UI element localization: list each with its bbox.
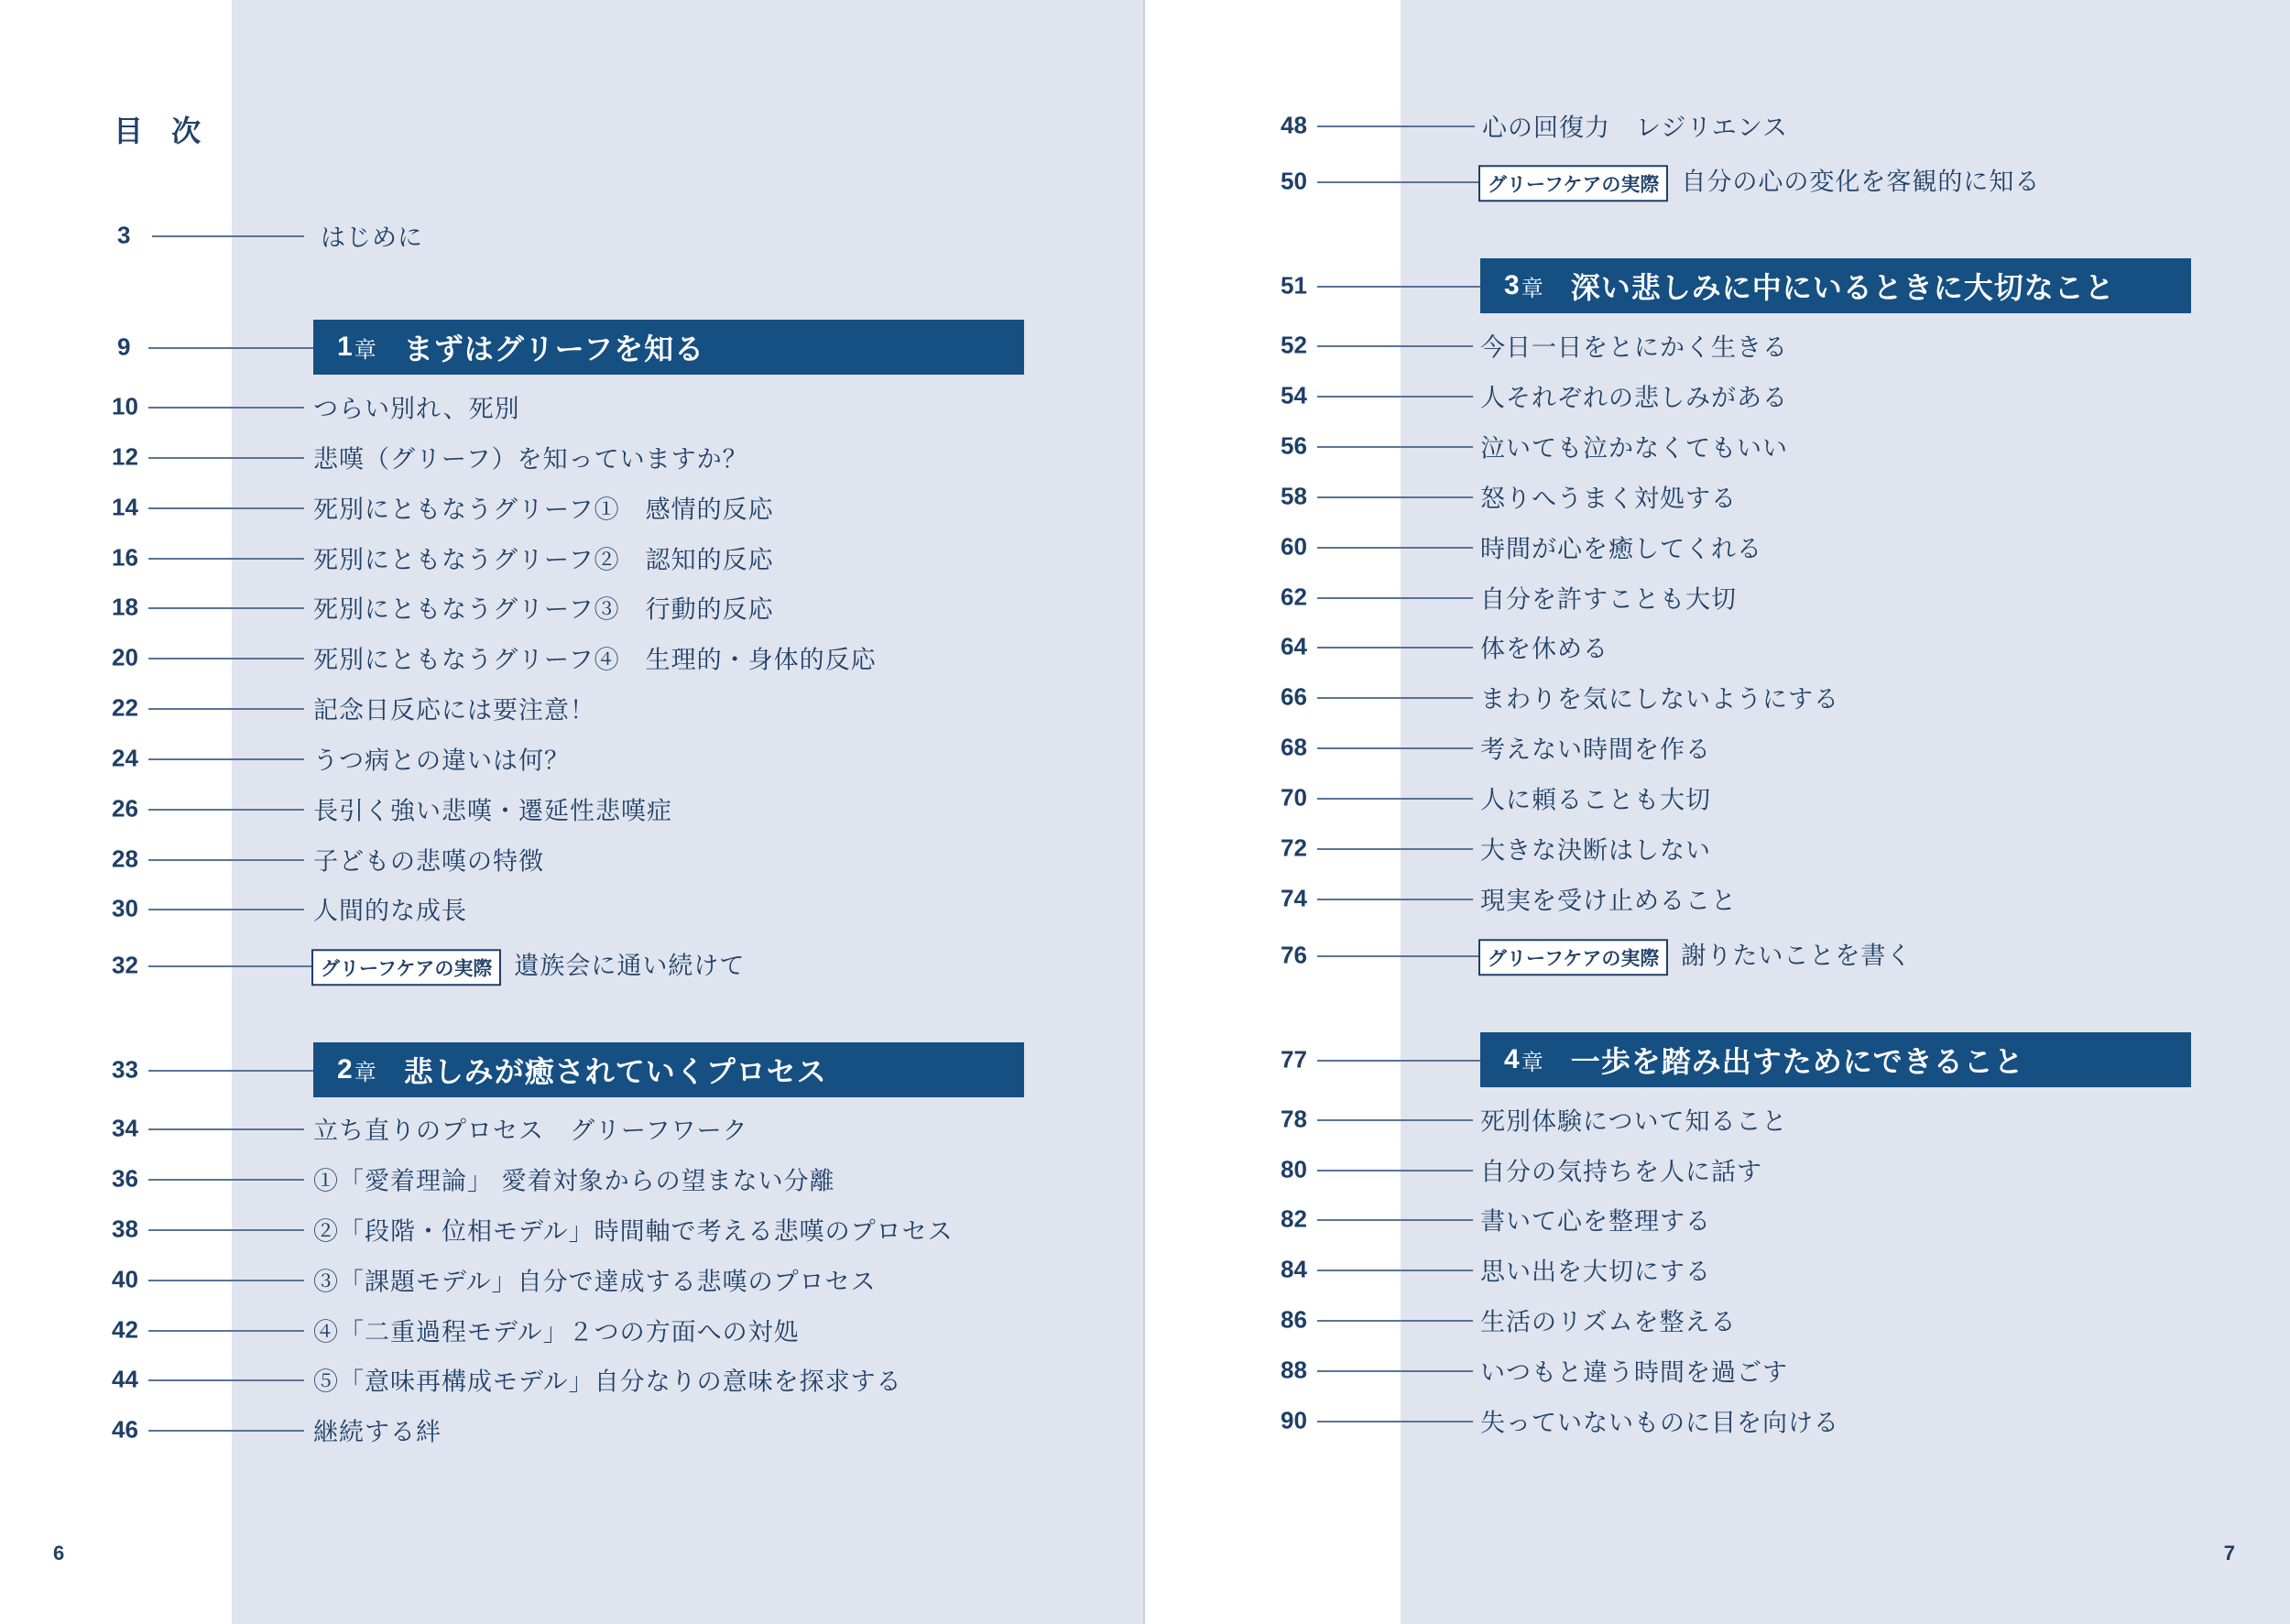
practice-tag: グリーフケアの実際 [311,949,501,986]
entry-page-number: 44 [112,1365,138,1393]
toc-entry[interactable] [1145,103,2290,148]
leader-line [1317,747,1473,749]
leader-line [1317,1060,1480,1062]
leader-line [148,1330,304,1332]
toc-entry[interactable] [0,1156,1145,1202]
toc-entry[interactable] [0,384,1145,430]
toc-entry[interactable] [1145,1096,2290,1142]
entry-title: 怒りへうまく対処する [1480,485,1737,514]
entry-page-number: 34 [112,1114,138,1142]
chapter-label: 章 [354,1059,376,1085]
entry-page-number: 64 [1281,632,1307,660]
leader-line [1317,286,1480,288]
leader-line [1317,1421,1473,1422]
toc-entry[interactable] [0,836,1145,882]
entry-title: 立ち直りのプロセス グリーフワーク [313,1117,748,1146]
chapter-label: 章 [1521,1049,1543,1075]
practice-tag: グリーフケアの実際 [1478,165,1668,202]
leader-line [1317,396,1473,398]
toc-entry[interactable] [0,584,1145,630]
entry-page-number: 3 [117,221,131,249]
entry-page-number: 10 [112,392,138,420]
entry-title: 悲嘆（グリーフ）を知っていますか？ [313,445,748,474]
leader-line [1317,597,1473,599]
entry-title: つらい別れ、死別 [313,395,520,424]
toc-entry[interactable] [0,1257,1145,1302]
entry-page-number: 60 [1281,532,1307,561]
toc-chapter-entry[interactable] [1145,1037,2290,1083]
toc-entry[interactable] [1145,1347,2290,1393]
chapter-title: 一歩を踏み出すためにできること [1570,1044,2024,1079]
chapter-number: 4 [1504,1044,1520,1074]
entry-title: ⑤「意味再構成モデル」自分なりの意味を探求する [313,1368,902,1397]
entry-page-number: 24 [112,744,138,772]
entry-title [1478,935,1912,975]
chapter-heading-bar [1480,1032,2191,1087]
entry-title: ④「二重過程モデル」２つの方面への対処 [313,1318,800,1347]
entry-title: うつ病との違いは何？ [313,747,570,776]
leader-line [1317,899,1473,900]
toc-entry[interactable] [1145,1297,2290,1343]
chapter-title: 深い悲しみに中にいるときに大切なこと [1570,270,2115,305]
entry-page-number: 82 [1281,1204,1307,1233]
entry-page-number: 77 [1281,1045,1307,1074]
entry-page-number: 40 [112,1265,138,1293]
entry-title-text: 謝りたいことを書く [1681,942,1913,971]
entry-page-number: 28 [112,845,138,873]
toc-entry[interactable] [0,485,1145,530]
leader-line [1317,446,1473,448]
toc-chapter-entry[interactable] [0,1047,1145,1093]
toc-entry[interactable] [1145,674,2290,720]
entry-page-number: 14 [112,493,138,521]
toc-entry[interactable] [1145,1147,2290,1193]
entry-page-number: 50 [1281,167,1307,195]
leader-line [148,1280,304,1281]
entry-page-number: 56 [1281,431,1307,460]
entry-page-number: 88 [1281,1356,1307,1384]
leader-line [1317,125,1475,127]
chapter-label: 章 [354,336,376,363]
entry-page-number: 22 [112,693,138,722]
leader-line [148,1128,304,1130]
entry-page-number: 36 [112,1164,138,1193]
entry-page-number: 90 [1281,1406,1307,1434]
leader-line [148,1070,313,1072]
leader-line [148,965,313,967]
leader-line [148,457,304,459]
entry-page-number: 26 [112,794,138,823]
book-gutter [1143,0,1145,1624]
entry-page-number: 72 [1281,834,1307,862]
entry-title: 自分を許すことも大切 [1480,585,1737,615]
entry-page-number: 78 [1281,1105,1307,1133]
entry-title: 思い出を大切にする [1480,1258,1711,1287]
leader-line [1317,496,1473,498]
toc-entry[interactable] [1145,524,2290,570]
toc-entry[interactable] [0,736,1145,781]
toc-entry[interactable] [1145,775,2290,821]
toc-entry[interactable] [0,943,1145,988]
toc-title: 目 次 [114,114,211,148]
leader-line [148,758,304,760]
leader-line [148,708,304,710]
entry-title: はじめに [321,223,423,253]
leader-line [1317,798,1473,800]
entry-page-number: 33 [112,1055,138,1084]
toc-entry[interactable] [1145,322,2290,368]
toc-entry[interactable] [0,1407,1145,1453]
entry-page-number: 32 [112,951,138,979]
entry-title: 死別体験について知ること [1480,1107,1788,1137]
chapter-number: 1 [337,332,353,362]
entry-page-number: 48 [1281,111,1307,139]
toc-entry[interactable] [1145,876,2290,921]
entry-page-number: 51 [1281,271,1307,300]
entry-page-number: 70 [1281,783,1307,812]
entry-title: ②「段階・位相モデル」時間軸で考える悲嘆のプロセス [313,1217,954,1247]
chapter-heading-bar [313,320,1024,375]
leader-line [1317,1320,1473,1322]
entry-title: 体を休める [1480,635,1608,664]
entry-title: 人間的な成長 [313,897,467,926]
entry-page-number: 86 [1281,1305,1307,1334]
leader-line [1317,848,1473,850]
leader-line [148,507,304,509]
leader-line [148,1229,304,1231]
toc-entry[interactable] [1145,1196,2290,1242]
toc-entry[interactable] [1145,423,2290,469]
entry-title: 死別にともなうグリーフ② 認知的反応 [313,546,774,575]
toc-entry[interactable] [0,1307,1145,1353]
entry-page-number: 52 [1281,331,1307,359]
entry-title: 自分の気持ちを人に話す [1480,1158,1762,1187]
entry-title: 死別にともなうグリーフ③ 行動的反応 [313,595,774,625]
entry-title [1478,161,2040,202]
toc-chapter-entry[interactable] [1145,263,2290,309]
entry-title: 継続する絆 [313,1418,442,1447]
entry-title: 現実を受け止めること [1480,887,1737,916]
entry-title: 死別にともなうグリーフ① 感情的反応 [313,496,774,525]
entry-page-number: 68 [1281,733,1307,761]
chapter-heading-bar [313,1042,1024,1097]
toc-entry[interactable] [0,685,1145,731]
leader-line [1317,1170,1473,1172]
leader-line [148,1379,304,1381]
entry-title: 今日一日をとにかく生きる [1480,333,1788,363]
entry-page-number: 16 [112,543,138,572]
entry-title: 記念日反応には要注意！ [313,696,595,725]
leader-line [148,859,304,861]
entry-title: 人に頼ることも大切 [1480,786,1711,815]
leader-line [152,235,304,237]
entry-title: 時間が心を癒してくれる [1480,535,1762,564]
entry-title: 心の回復力 レジリエンス [1482,114,1788,143]
entry-title: 書いて心を整理する [1480,1207,1711,1237]
toc-entry[interactable] [1145,624,2290,670]
chapter-title: 悲しみが癒されていくプロセス [403,1054,827,1089]
leader-line [1317,1219,1473,1221]
chapter-number: 3 [1504,270,1520,300]
entry-title-text: 遺族会に通い続けて [514,952,746,981]
toc-entry[interactable] [1145,1398,2290,1444]
toc-entry[interactable] [0,786,1145,832]
entry-page-number: 18 [112,593,138,621]
entry-page-number: 58 [1281,482,1307,510]
leader-line [1317,181,1478,183]
leader-line [148,809,304,811]
toc-entry[interactable] [0,635,1145,681]
toc-entry[interactable] [1145,373,2290,419]
leader-line [1317,345,1473,347]
entry-page-number: 74 [1281,884,1307,912]
leader-line [1317,955,1478,957]
entry-page-number: 12 [112,442,138,471]
entry-title: 人それぞれの悲しみがある [1480,384,1788,413]
toc-entry[interactable] [1145,158,2290,204]
chapter-number: 2 [337,1054,353,1084]
entry-page-number: 38 [112,1215,138,1243]
toc-entry[interactable] [0,1106,1145,1151]
leader-line [148,909,304,910]
leader-line [1317,1370,1473,1372]
toc-entry[interactable] [0,213,1145,258]
toc-entry[interactable] [1145,574,2290,620]
entry-page-number: 30 [112,894,138,922]
entry-page-number: 20 [112,643,138,671]
entry-page-number: 66 [1281,682,1307,711]
entry-page-number: 62 [1281,583,1307,611]
leader-line [148,407,304,409]
entry-title [311,945,745,986]
entry-title: 長引く強い悲嘆・遷延性悲嘆症 [313,797,672,826]
entry-title: 泣いても泣かなくてもいい [1480,434,1788,463]
leader-line [148,1179,304,1181]
entry-page-number: 80 [1281,1155,1307,1183]
entry-page-number: 76 [1281,941,1307,969]
leader-line [1317,1119,1473,1121]
entry-page-number: 9 [117,332,131,361]
entry-title: 死別にともなうグリーフ④ 生理的・身体的反応 [313,646,877,675]
leader-line [148,658,304,659]
entry-title: ①「愛着理論」 愛着対象からの望まない分離 [313,1167,835,1196]
toc-entry[interactable] [0,1357,1145,1402]
entry-title: いつもと違う時間を過ごす [1480,1358,1788,1388]
entry-page-number: 54 [1281,381,1307,409]
toc-chapter-entry[interactable] [0,324,1145,370]
toc-entry[interactable] [1145,725,2290,770]
toc-entry[interactable] [0,1206,1145,1252]
chapter-label: 章 [1521,275,1543,301]
entry-title: まわりを気にしないようにする [1480,685,1839,714]
leader-line [1317,697,1473,699]
leader-line [148,347,313,349]
entry-title-text: 自分の心の変化を客観的に知る [1681,168,2041,197]
entry-title: 大きな決断はしない [1480,836,1711,866]
chapter-title: まずはグリーフを知る [403,332,705,366]
entry-page-number: 46 [112,1415,138,1444]
toc-entry[interactable] [0,535,1145,581]
entry-title: ③「課題モデル」自分で達成する悲嘆のプロセス [313,1268,877,1297]
page-folio: 6 [53,1542,65,1564]
chapter-heading-bar [1480,258,2191,313]
leader-line [148,607,304,609]
entry-title: 考えない時間を作る [1480,736,1711,765]
page-folio: 7 [2223,1542,2235,1564]
entry-title: 子どもの悲嘆の特徴 [313,847,544,877]
toc-entry[interactable] [1145,932,2290,978]
leader-line [148,558,304,560]
right-page [1145,0,2290,1624]
leader-line [1317,547,1473,549]
entry-page-number: 42 [112,1315,138,1344]
leader-line [1317,1270,1473,1271]
toc-entry[interactable] [0,886,1145,932]
entry-title: 失っていないものに目を向ける [1480,1409,1839,1438]
toc-entry[interactable] [1145,825,2290,871]
leader-line [148,1430,304,1432]
toc-entry[interactable] [1145,474,2290,519]
entry-title: 生活のリズムを整える [1480,1308,1737,1337]
toc-entry[interactable] [0,434,1145,480]
toc-entry[interactable] [1145,1247,2290,1292]
leader-line [1317,647,1473,649]
practice-tag: グリーフケアの実際 [1478,939,1668,975]
entry-page-number: 84 [1281,1255,1307,1283]
